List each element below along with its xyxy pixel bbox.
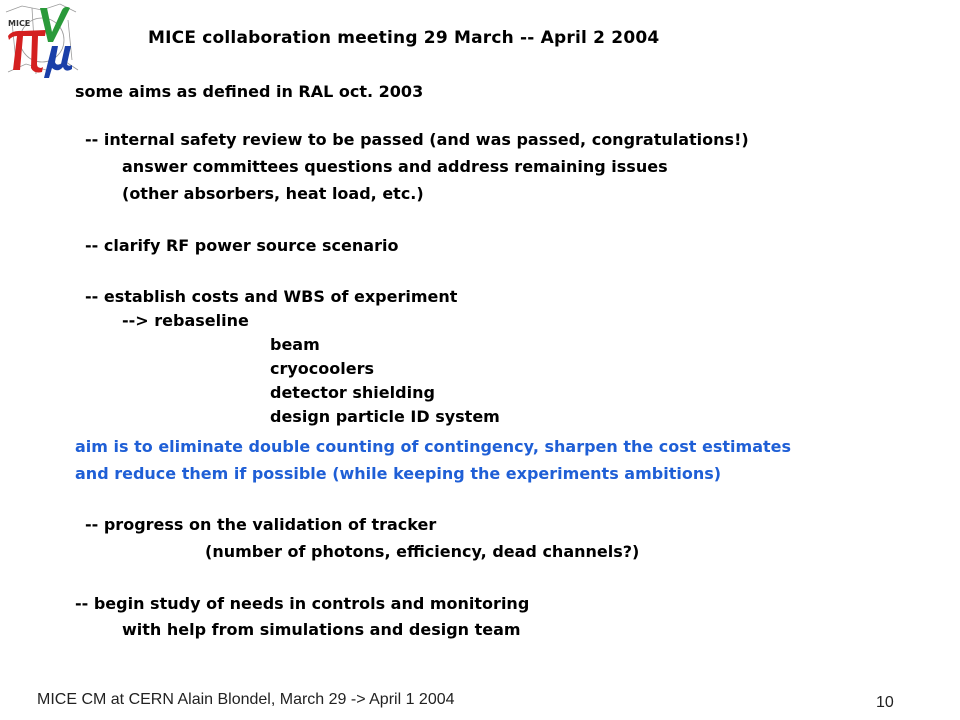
mice-logo [2, 2, 80, 78]
aim-safety-detail-2: (other absorbers, heat load, etc.) [122, 184, 424, 203]
slide-title: MICE collaboration meeting 29 March -- April 2 2004 [148, 28, 660, 48]
aim-note-line-2: and reduce them if possible (while keeping the experiments ambitions) [75, 464, 722, 483]
nu-glyph [40, 7, 70, 42]
aim-controls-monitoring: -- begin study of needs in controls and monitoring [75, 594, 530, 613]
mu-glyph [44, 46, 72, 78]
tracker-detail: (number of photons, efficiency, dead channels?) [205, 542, 640, 561]
page-number: 10 [876, 694, 894, 711]
aim-rf-power: -- clarify RF power source scenario [85, 236, 399, 255]
rebaseline-line: --> rebaseline [122, 311, 249, 330]
aim-safety-review: -- internal safety review to be passed (and was passed, congratulations!) [85, 130, 749, 149]
logo-text: MICE [8, 19, 31, 28]
rebaseline-item-pid: design particle ID system [270, 407, 500, 426]
pi-glyph [8, 30, 46, 73]
controls-detail: with help from simulations and design team [122, 620, 521, 639]
intro-line: some aims as defined in RAL oct. 2003 [75, 82, 424, 101]
rebaseline-item-beam: beam [270, 335, 320, 354]
aim-costs-wbs: -- establish costs and WBS of experiment [85, 287, 458, 306]
aim-note-line-1: aim is to eliminate double counting of contingency, sharpen the cost estimates [75, 437, 792, 456]
aim-tracker-validation: -- progress on the validation of tracker [85, 515, 437, 534]
rebaseline-item-cryocoolers: cryocoolers [270, 359, 375, 378]
mice-logo-graphic [2, 2, 80, 78]
slide-footer: MICE CM at CERN Alain Blondel, March 29 -> April 1 2004 [37, 691, 455, 708]
aim-safety-detail-1: answer committees questions and address remaining issues [122, 157, 668, 176]
rebaseline-item-shielding: detector shielding [270, 383, 435, 402]
